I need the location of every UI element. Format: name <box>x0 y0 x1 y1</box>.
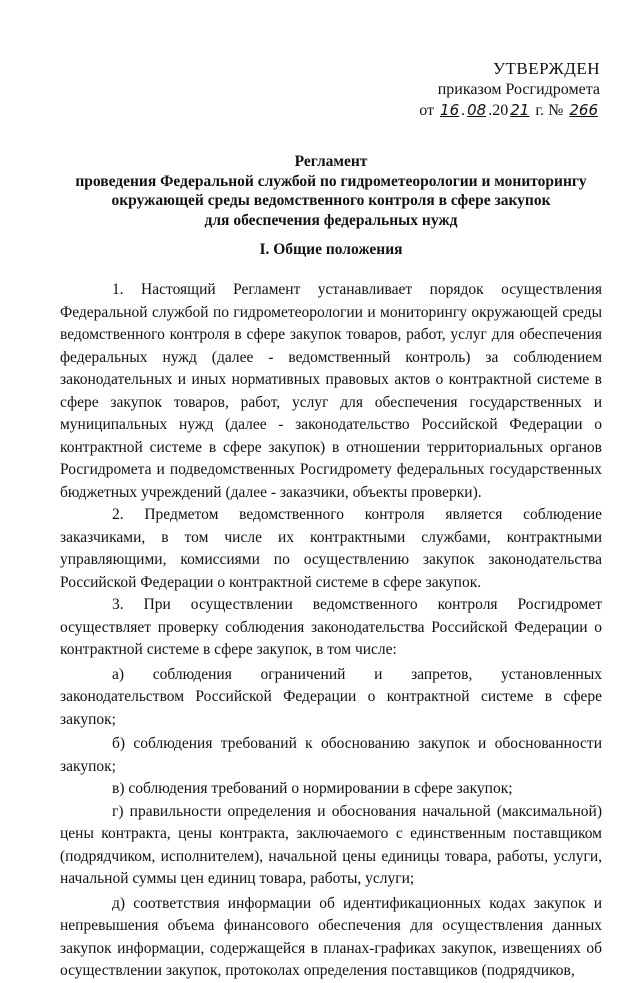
year-word: г. № <box>535 102 564 119</box>
title-line: проведения Федеральной службой по гидрометеорологии и мониторингу <box>75 172 587 190</box>
handwritten-day: 16 <box>440 101 460 119</box>
list-item: д) соответствия информации об идентификационных кодах закупок и непревышения объема финансового обеспечения для осуществления данных закупок информации, содержащейся в планах-графиках закупок, извещениях об осуществлении закупок, протоколах определения поставщиков (подрядчиков, <box>60 894 602 979</box>
title-line: Регламент <box>294 153 368 170</box>
document-title <box>60 152 602 230</box>
list-item: а) соблюдения ограничений и запретов, установленных законодательством Российской Федерации о контрактной системе в сфере закупок; <box>60 665 602 728</box>
document-body <box>60 279 602 983</box>
handwritten-year: 21 <box>510 101 530 119</box>
approval-date-line: от 16 . 08 .20 21 г. № 266 <box>419 101 598 119</box>
list-item: г) правильности определения и обоснования начальной (максимальной) цены контракта, цены контракта, заключаемого с единственным поставщиком (подрядчиком, исполнителем), начальной цены единицы товара, работы, услуги, начальной суммы цен единиц товара, работы, услуги; <box>60 802 602 887</box>
title-line: для обеспечения федеральных нужд <box>204 211 458 229</box>
paragraph: 2. Предметом ведомственного контроля является соблюдение заказчиками, в том числе их контрактными службами, контрактными управляющими, комиссиями по осуществлению закупок законодательства Российской Федерации о контрактной системе в сфере закупок. <box>60 506 602 591</box>
year-prefix: 20 <box>492 102 509 119</box>
title-line: окружающей среды ведомственного контроля в сфере закупок <box>111 192 551 209</box>
handwritten-month: 08 <box>467 101 487 119</box>
section-heading: I. Общие положения <box>259 241 403 258</box>
date-prefix: от <box>419 102 435 119</box>
approval-order-line: приказом Росгидромета <box>437 81 600 98</box>
approval-stamp <box>419 58 600 121</box>
paragraph: 1. Настоящий Регламент устанавливает порядок осуществления Федеральной службой по гидрометеорологии и мониторингу окружающей среды ведомственного контроля в сфере закупок товаров, работ, услуг для обеспечения федеральных нужд (далее - ведомственный контроль) за соблюдением законодательных и иных нормативных правовых актов о контрактной системе в сфере закупок товаров, работ, услуг для обеспечения государственных и муниципальных нужд (далее - законодательство Российской Федерации о контрактной системе в сфере закупок) в отношении территориальных органов Росгидромета и подведомственных Росгидромету федеральных государственных бюджетных учреждений (далее - заказчики, объекты проверки). <box>60 281 602 501</box>
list-item: б) соблюдения требований к обоснованию закупок и обоснованности закупок; <box>60 735 602 775</box>
list-item: в) соблюдения требований о нормировании в сфере закупок; <box>112 780 513 797</box>
approval-title: УТВЕРЖДЕН <box>493 59 600 78</box>
paragraph: 3. При осуществлении ведомственного контроля Росгидромет осуществляет проверку соблюдения законодательства Российской Федерации о контрактной системе в сфере закупок, в том числе: <box>60 596 602 658</box>
handwritten-number: 266 <box>569 101 598 119</box>
